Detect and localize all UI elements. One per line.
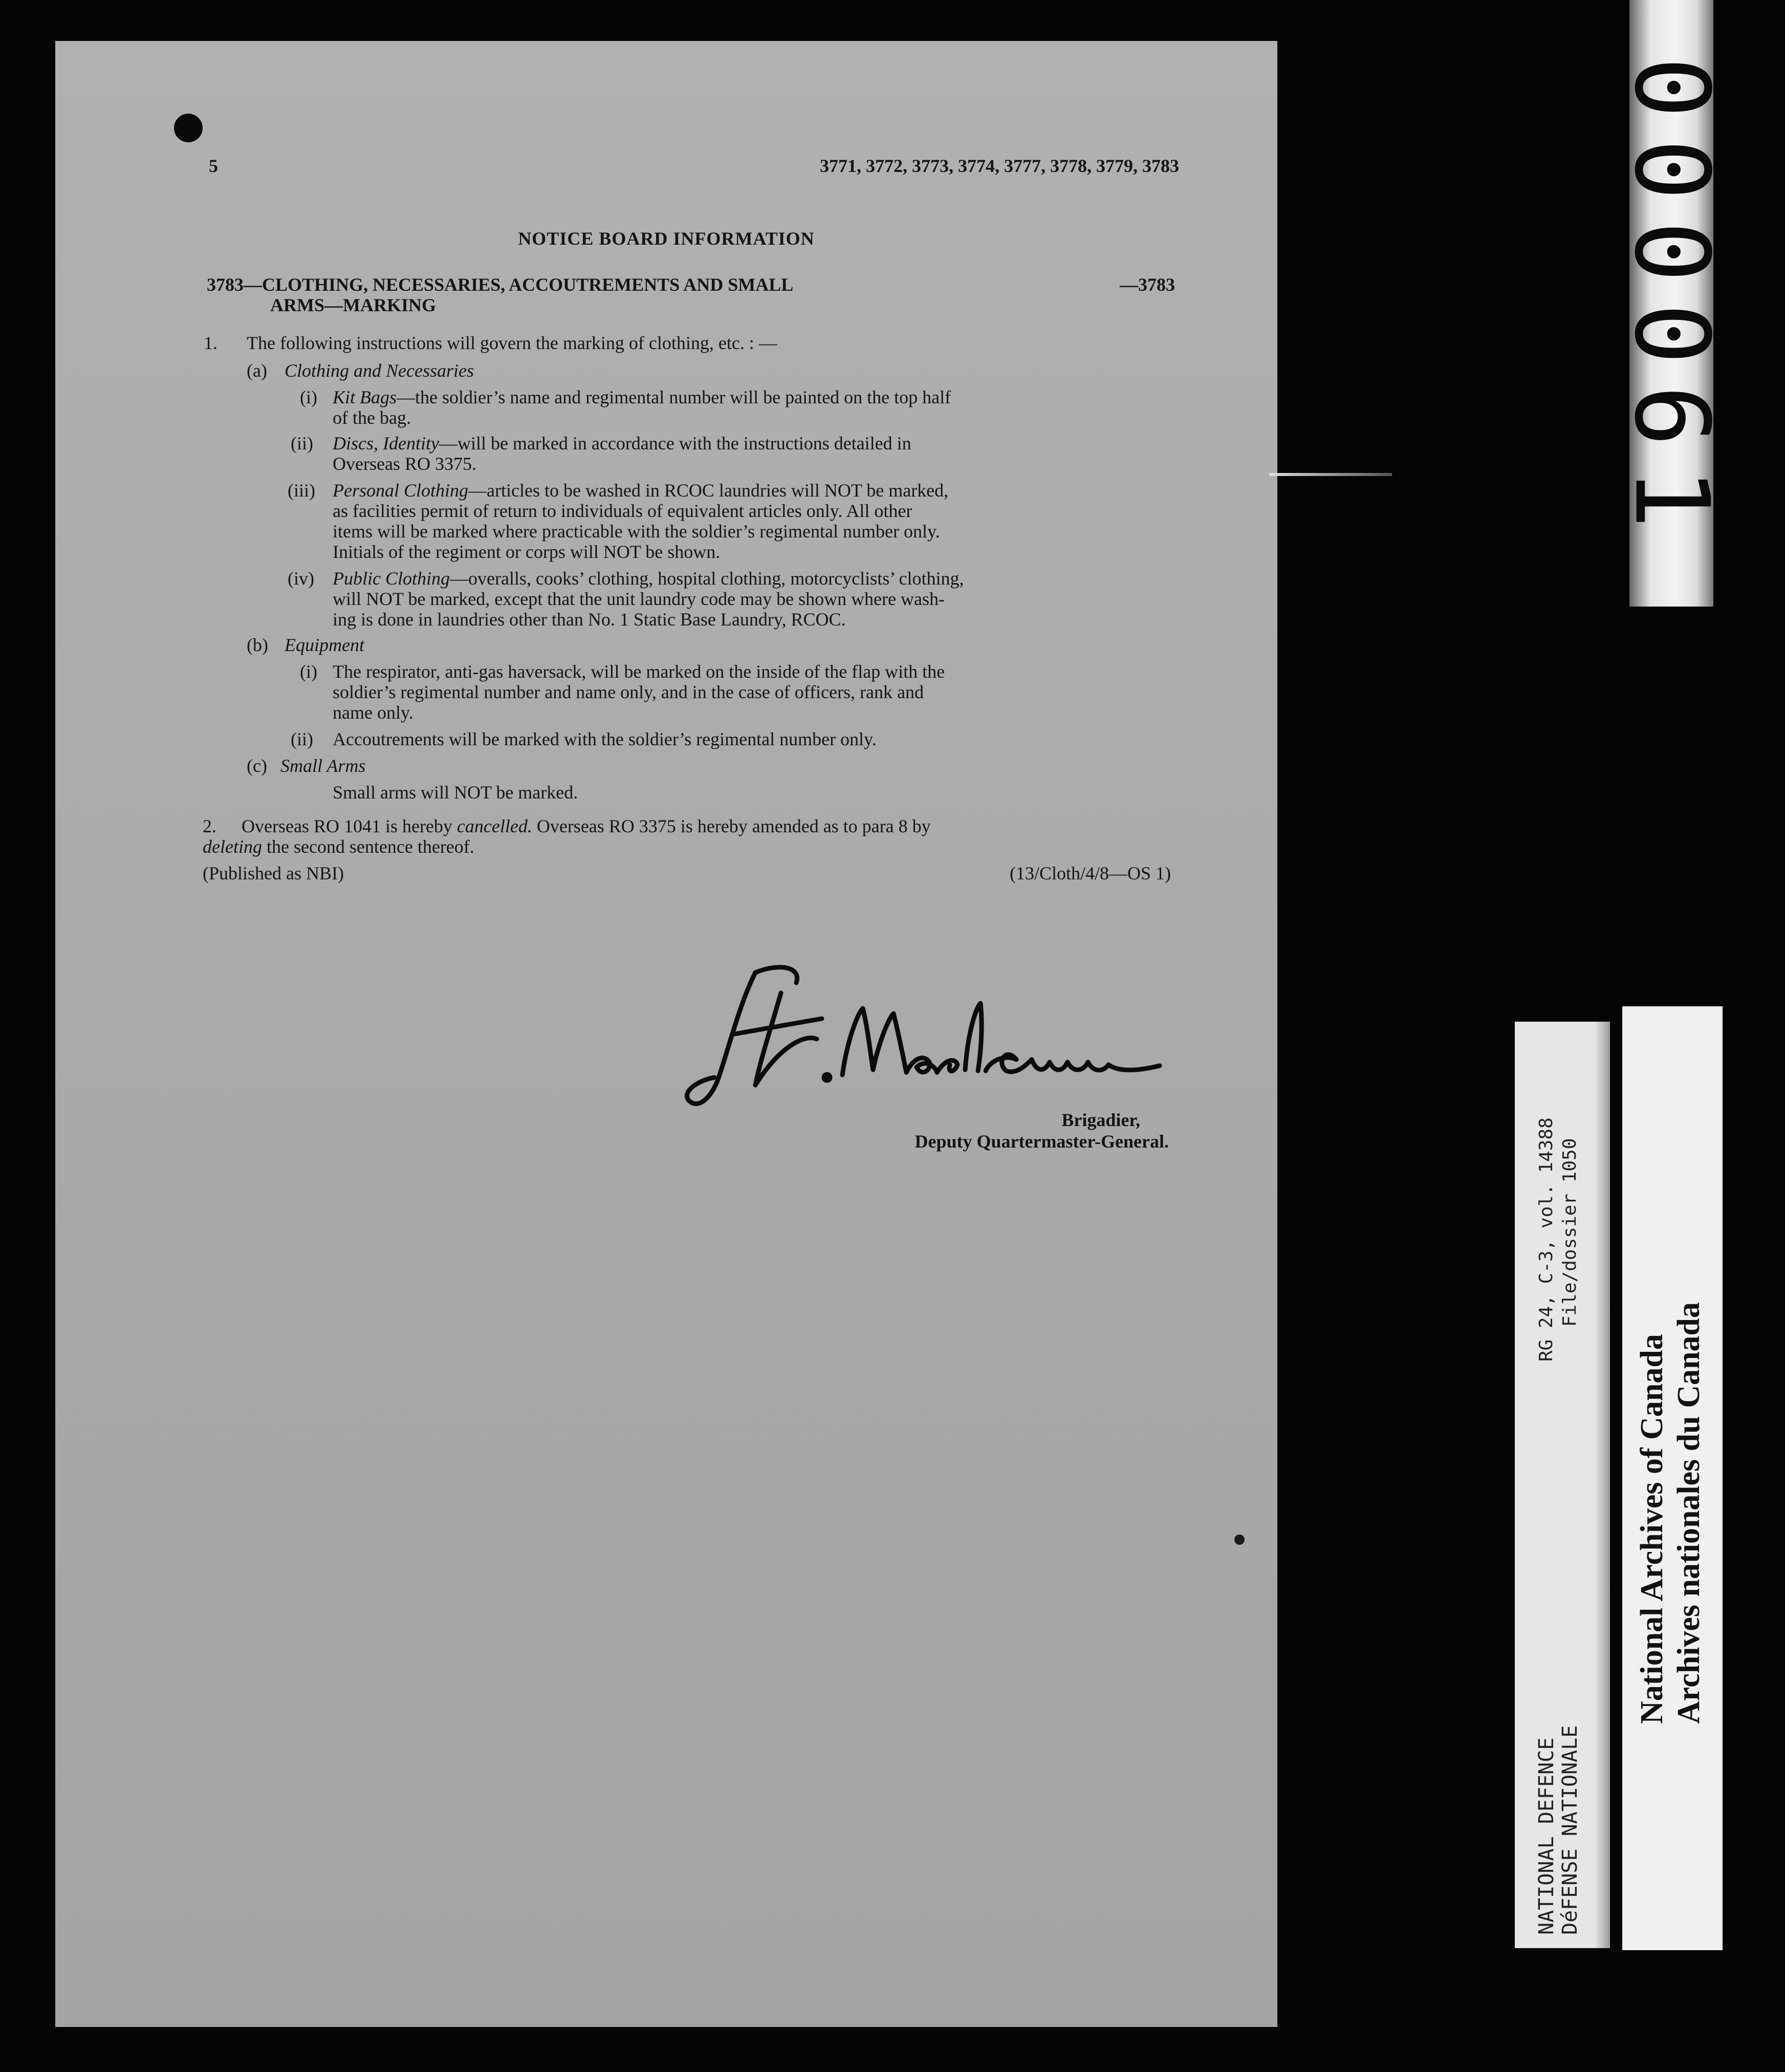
item-text: as facilities permit of return to individuals of equivalent articles only. All other [333, 501, 912, 521]
signature-rank: Brigadier, [1061, 1110, 1140, 1130]
order-title [207, 274, 793, 295]
order-title-line1: CLOTHING, NECESSARIES, ACCOUTREMENTS AND SMALL [262, 274, 794, 295]
item-text: of the bag. [333, 407, 411, 428]
para-text [242, 816, 931, 836]
subpara-label: (c) [247, 756, 267, 776]
signature-title: Deputy Quartermaster-General. [915, 1131, 1169, 1152]
subpara-title: Small Arms [280, 756, 366, 776]
item-text: Overseas RO 3375. [333, 454, 476, 474]
label-shadow [1595, 1022, 1610, 1948]
publication-note: (Published as NBI) [203, 863, 344, 883]
order-number: 3783— [207, 274, 262, 295]
item-text: Accoutrements will be marked with the soldier’s regimental number only. [333, 729, 877, 749]
item-number: (i) [300, 661, 317, 682]
department-en: NATIONAL DEFENCE [1535, 1737, 1558, 1935]
item-number: (ii) [291, 729, 313, 749]
para-text [203, 836, 474, 857]
archives-name-en: National Archives of Canada [1635, 1334, 1669, 1724]
specks [1234, 1535, 1245, 1545]
item-title: Kit Bags [333, 387, 397, 407]
page-number: 5 [209, 156, 218, 176]
frame-counter-strip [1612, 0, 1731, 607]
department-label [1515, 1022, 1610, 1948]
list-item [333, 387, 951, 407]
para-text-italic: cancelled. [456, 816, 532, 836]
item-text: soldier’s regimental number and name only, and in the case of officers, rank and [333, 682, 924, 702]
archive-reference-2: File/dossier 1050 [1559, 1138, 1580, 1327]
item-text: name only. [333, 702, 413, 723]
archives-label [1622, 1006, 1723, 1950]
para-text-part: Overseas RO 1041 is hereby [242, 816, 457, 836]
subpara-label: (b) [247, 635, 268, 655]
item-text: —the soldier’s name and regimental number will be painted on the top half [397, 387, 951, 407]
para-text-part: the second sentence thereof. [262, 836, 474, 857]
subpara-label: (a) [247, 360, 267, 381]
punch-hole [174, 114, 203, 142]
frame-number: 000061 [1612, 56, 1731, 550]
item-title: Discs, Identity [333, 433, 439, 454]
item-text: Small arms will NOT be marked. [333, 782, 578, 803]
item-number: (i) [300, 387, 317, 407]
para-text-italic: deleting [203, 836, 262, 857]
order-numbers: 3771, 3772, 3773, 3774, 3777, 3778, 3779, 3783 [820, 156, 1179, 176]
subpara-title: Equipment [285, 635, 364, 655]
para-number: 1. [204, 333, 217, 353]
item-title: Public Clothing [333, 568, 450, 589]
film-scratch [1269, 473, 1392, 476]
archives-name-fr: Archives nationales du Canada [1671, 1302, 1706, 1724]
item-text: —articles to be washed in RCOC laundries will NOT be marked, [468, 480, 949, 501]
item-text: —overalls, cooks’ clothing, hospital clothing, motorcyclists’ clothing, [450, 568, 964, 589]
list-item [333, 568, 964, 589]
item-number: (iv) [288, 568, 314, 589]
department-fr: DéFENSE NATIONALE [1558, 1725, 1582, 1935]
item-text: —will be marked in accordance with the instructions detailed in [439, 433, 911, 454]
item-text: will NOT be marked, except that the unit laundry code may be shown where wash- [333, 589, 945, 609]
file-reference: (13/Cloth/4/8—OS 1) [1009, 863, 1171, 883]
item-text: items will be marked where practicable with the soldier’s regimental number only. [333, 521, 940, 542]
para-number: 2. [203, 816, 216, 836]
item-text: Initials of the regiment or corps will NOT be shown. [333, 542, 721, 562]
order-title-line2: ARMS—MARKING [270, 295, 436, 315]
page-title: NOTICE BOARD INFORMATION [518, 228, 815, 249]
para-text-part: Overseas RO 3375 is hereby amended as to para 8 by [532, 816, 931, 836]
order-number-right: —3783 [1120, 274, 1175, 295]
handwritten-signature [679, 957, 1170, 1117]
para-intro: The following instructions will govern the marking of clothing, etc. : — [247, 333, 777, 353]
document-page [55, 41, 1277, 2027]
item-title: Personal Clothing [333, 480, 469, 501]
list-item [333, 480, 948, 501]
subpara-title: Clothing and Necessaries [285, 360, 474, 381]
item-text: ing is done in laundries other than No. 1 Static Base Laundry, RCOC. [333, 609, 846, 630]
item-number: (ii) [291, 433, 313, 454]
item-text: The respirator, anti-gas haversack, will be marked on the inside of the flap with the [333, 661, 945, 682]
archive-reference-1: RG 24, C-3, vol. 14388 [1536, 1117, 1557, 1362]
list-item [333, 433, 911, 454]
item-number: (iii) [288, 480, 315, 501]
